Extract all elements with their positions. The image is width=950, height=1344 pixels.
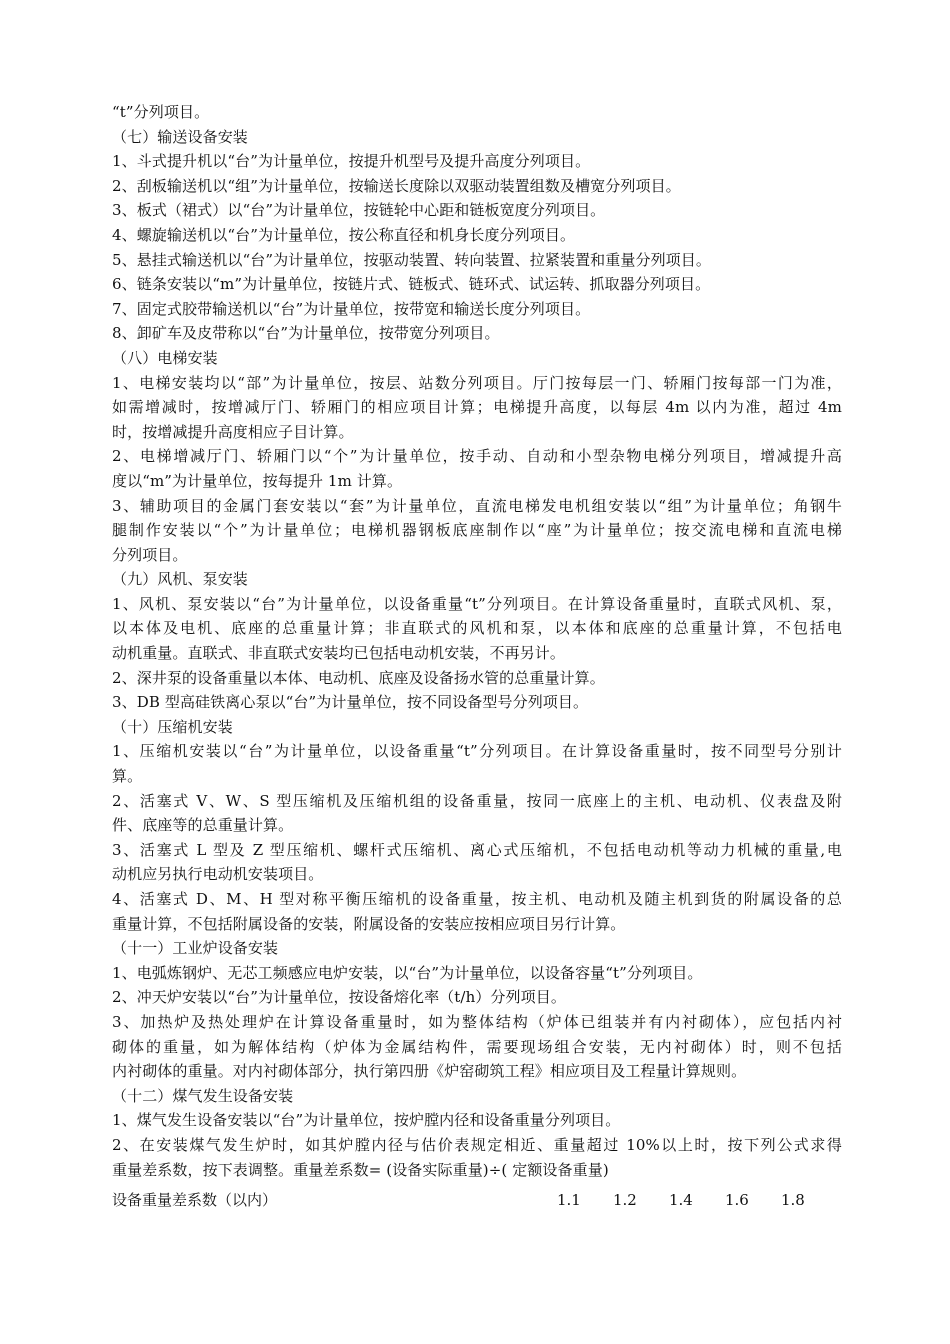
paragraph-line: 4、螺旋输送机以“台”为计量单位，按公称直径和机身长度分列项目。 — [112, 225, 576, 244]
paragraph-line: 度以“m”为计量单位，按每提升 1m 计算。 — [112, 471, 403, 490]
paragraph-line: 1、电弧炼钢炉、无芯工频感应电炉安装，以“台”为计量单位，以设备容量“t”分列项目。 — [112, 963, 703, 982]
paragraph-line: 砌体的重量，如为解体结构（炉体为金属结构件，需要现场组合安装，无内衬砌体）时，则不包括 — [112, 1037, 842, 1056]
section-heading: （十）压缩机安装 — [112, 717, 233, 736]
paragraph-line: 算。 — [112, 767, 143, 786]
section-heading: （九）风机、泵安装 — [112, 570, 248, 589]
paragraph-line: 1、煤气发生设备安装以“台”为计量单位，按炉膛内径和设备重量分列项目。 — [112, 1111, 621, 1130]
coefficient-value: 1.4 — [669, 1191, 693, 1210]
paragraph-line: 1、斗式提升机以“台”为计量单位，按提升机型号及提升高度分列项目。 — [112, 152, 591, 171]
paragraph-line: 3、活塞式 L 型及 Z 型压缩机、螺杆式压缩机、离心式压缩机，不包括电动机等动力机械的重量,电 — [112, 840, 842, 859]
document-body — [112, 100, 842, 1182]
paragraph-line: “t”分列项目。 — [112, 103, 210, 121]
paragraph-line: 以本体及电机、底座的总重量计算；非直联式的风机和泵，以本体和底座的总重量计算，不包括电 — [112, 619, 842, 638]
paragraph-line: 1、电梯安装均以“部”为计量单位，按层、站数分列项目。厅门按每层一门、轿厢门按每部一门为准， — [112, 373, 842, 392]
paragraph-line: 3、板式（裙式）以“台”为计量单位，按链轮中心距和链板宽度分列项目。 — [112, 201, 606, 220]
paragraph-line: 2、冲天炉安装以“台”为计量单位，按设备熔化率（t/h）分列项目。 — [112, 988, 566, 1007]
paragraph-line: 4、活塞式 D、M、H 型对称平衡压缩机的设备重量，按主机、电动机及随主机到货的附属设备的总 — [112, 890, 842, 908]
weight-coefficient-label: 设备重量差系数（以内） — [112, 1191, 278, 1210]
coefficient-value: 1.8 — [781, 1191, 805, 1210]
section-heading: （七）输送设备安装 — [112, 127, 248, 146]
paragraph-line: 2、刮板输送机以“组”为计量单位，按输送长度除以双驱动装置组数及槽宽分列项目。 — [112, 176, 681, 195]
paragraph-line: 5、悬挂式输送机以“台”为计量单位，按驱动装置、转向装置、拉紧装置和重量分列项目。 — [112, 250, 711, 269]
paragraph-line: 腿制作安装以“个”为计量单位；电梯机器钢板底座制作以“座”为计量单位；按交流电梯和直流电梯 — [112, 521, 842, 540]
section-heading: （十二）煤气发生设备安装 — [112, 1086, 294, 1105]
paragraph-line: 3、辅助项目的金属门套安装以“套”为计量单位，直流电梯发电机组安装以“组”为计量单位；角钢牛 — [112, 496, 842, 515]
section-heading: （十一）工业炉设备安装 — [112, 939, 279, 958]
paragraph-line: 1、风机、泵安装以“台”为计量单位，以设备重量“t”分列项目。在计算设备重量时，直联式风机、泵， — [112, 594, 842, 613]
paragraph-line: 分列项目。 — [112, 545, 188, 564]
paragraph-line: 7、固定式胶带输送机以“台”为计量单位，按带宽和输送长度分列项目。 — [112, 299, 591, 318]
coefficient-value: 1.1 — [557, 1191, 581, 1210]
paragraph-line: 3、DB 型高硅铁离心泵以“台”为计量单位，按不同设备型号分列项目。 — [112, 693, 589, 712]
paragraph-line: 重量差系数，按下表调整。重量差系数= (设备实际重量)÷( 定额设备重量) — [112, 1160, 609, 1179]
weight-coefficient-values — [557, 1188, 837, 1213]
weight-coefficient-row — [112, 1188, 842, 1213]
paragraph-line: 时，按增减提升高度相应子目计算。 — [112, 422, 354, 441]
paragraph-line: 2、深井泵的设备重量以本体、电动机、底座及设备扬水管的总重量计算。 — [112, 668, 605, 687]
coefficient-value: 1.2 — [613, 1191, 637, 1210]
paragraph-line: 2、电梯增减厅门、轿厢门以“个”为计量单位，按手动、自动和小型杂物电梯分列项目，增减提升高 — [112, 447, 842, 466]
document-page — [112, 100, 842, 1213]
paragraph-line: 2、在安装煤气发生炉时，如其炉膛内径与估价表规定相近、重量超过 10%以上时，按下列公式求得 — [112, 1135, 842, 1154]
paragraph-line: 如需增减时，按增减厅门、轿厢门的相应项目计算；电梯提升高度，以每层 4m 以内为准，超过 4m — [112, 398, 842, 417]
paragraph-line: 1、压缩机安装以“台”为计量单位，以设备重量“t”分列项目。在计算设备重量时，按不同型号分别计 — [112, 742, 842, 761]
paragraph-line: 3、加热炉及热处理炉在计算设备重量时，如为整体结构（炉体已组装并有内衬砌体），应包括内衬 — [112, 1012, 842, 1031]
section-heading: （八）电梯安装 — [112, 348, 218, 367]
paragraph-line: 8、卸矿车及皮带称以“台”为计量单位，按带宽分列项目。 — [112, 324, 500, 343]
paragraph-line: 2、活塞式 V、W、S 型压缩机及压缩机组的设备重量，按同一底座上的主机、电动机、仪表盘及附 — [112, 791, 842, 810]
paragraph-line: 动机应另执行电动机安装项目。 — [112, 865, 324, 884]
paragraph-line: 内衬砌体的重量。对内衬砌体部分，执行第四册《炉窑砌筑工程》相应项目及工程量计算规则。 — [112, 1062, 747, 1081]
paragraph-line: 重量计算，不包括附属设备的安装，附属设备的安装应按相应项目另行计算。 — [112, 914, 626, 933]
coefficient-value: 1.6 — [725, 1191, 749, 1210]
paragraph-line: 动机重量。直联式、非直联式安装均已包括电动机安装，不再另计。 — [112, 644, 566, 663]
paragraph-line: 6、链条安装以“m”为计量单位，按链片式、链板式、链环式、试运转、抓取器分列项目。 — [112, 275, 711, 294]
paragraph-line: 件、底座等的总重量计算。 — [112, 816, 294, 835]
